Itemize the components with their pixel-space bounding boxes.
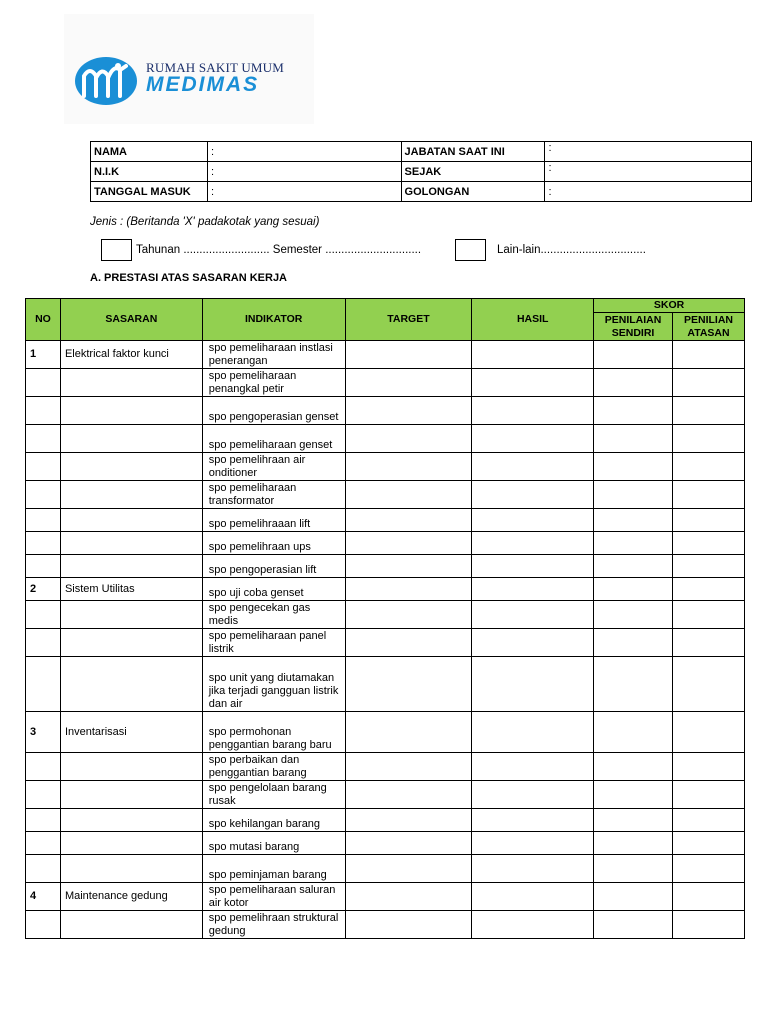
- row-hasil-cell[interactable]: [472, 712, 594, 753]
- table-row: [26, 369, 745, 397]
- row-indikator: spo pemeliharaan genset: [202, 425, 345, 453]
- row-penilian-atasan-cell[interactable]: [673, 578, 745, 601]
- row-indikator: spo pengoperasian genset: [202, 397, 345, 425]
- row-indikator: spo pengoperasian lift: [202, 555, 345, 578]
- row-indikator: spo pemeliharaan panel listrik: [202, 629, 345, 657]
- row-penilaian-sendiri-cell[interactable]: [594, 555, 673, 578]
- row-target-cell[interactable]: [345, 509, 472, 532]
- row-sasaran: Elektrical faktor kunci: [60, 341, 202, 369]
- row-sasaran: [60, 855, 202, 883]
- row-sasaran: [60, 453, 202, 481]
- row-hasil-cell[interactable]: [472, 629, 594, 657]
- table-row: [26, 341, 745, 369]
- table-row: [26, 629, 745, 657]
- table-row: [26, 911, 745, 939]
- row-penilian-atasan-cell[interactable]: [673, 712, 745, 753]
- row-target-cell[interactable]: [345, 601, 472, 629]
- row-target-cell[interactable]: [345, 555, 472, 578]
- row-hasil-cell[interactable]: [472, 911, 594, 939]
- employee-info-table: [90, 141, 752, 202]
- row-penilian-atasan-cell[interactable]: [673, 601, 745, 629]
- row-no: [26, 425, 61, 453]
- table-row: [26, 781, 745, 809]
- hospital-name-line1: RUMAH SAKIT UMUM: [146, 60, 285, 75]
- row-target-cell[interactable]: [345, 425, 472, 453]
- row-penilaian-sendiri-cell[interactable]: [594, 629, 673, 657]
- row-no: 3: [26, 712, 61, 753]
- row-sasaran: [60, 629, 202, 657]
- row-target-cell[interactable]: [345, 911, 472, 939]
- row-no: 2: [26, 578, 61, 601]
- table-row: [26, 481, 745, 509]
- header-sasaran: SASARAN: [60, 299, 202, 341]
- table-row: [26, 753, 745, 781]
- row-no: [26, 911, 61, 939]
- header-target: TARGET: [345, 299, 472, 341]
- row-indikator: spo pemelihraan air onditioner: [202, 453, 345, 481]
- row-hasil-cell[interactable]: [472, 855, 594, 883]
- row-sasaran: [60, 397, 202, 425]
- table-row: [26, 809, 745, 832]
- row-hasil-cell[interactable]: [472, 532, 594, 555]
- row-penilaian-sendiri-cell[interactable]: [594, 481, 673, 509]
- row-sasaran: [60, 753, 202, 781]
- row-penilaian-sendiri-cell[interactable]: [594, 753, 673, 781]
- row-sasaran: Inventarisasi: [60, 712, 202, 753]
- row-hasil-cell[interactable]: [472, 809, 594, 832]
- row-target-cell[interactable]: [345, 629, 472, 657]
- row-penilaian-sendiri-cell[interactable]: [594, 832, 673, 855]
- row-penilaian-sendiri-cell[interactable]: [594, 712, 673, 753]
- row-hasil-cell[interactable]: [472, 883, 594, 911]
- row-hasil-cell[interactable]: [472, 578, 594, 601]
- sejak-label: SEJAK: [401, 162, 545, 182]
- info-row: [91, 142, 752, 162]
- row-target-cell[interactable]: [345, 855, 472, 883]
- row-target-cell[interactable]: [345, 781, 472, 809]
- row-indikator: spo pengecekan gas medis: [202, 601, 345, 629]
- table-row: [26, 425, 745, 453]
- golongan-field[interactable]: :: [545, 182, 752, 202]
- row-indikator: spo pemeliharaan instlasi penerangan: [202, 341, 345, 369]
- row-target-cell[interactable]: [345, 532, 472, 555]
- tanggal-masuk-label: TANGGAL MASUK: [91, 182, 208, 202]
- row-penilian-atasan-cell[interactable]: [673, 532, 745, 555]
- row-sasaran: Maintenance gedung: [60, 883, 202, 911]
- row-penilaian-sendiri-cell[interactable]: [594, 883, 673, 911]
- row-penilaian-sendiri-cell[interactable]: [594, 855, 673, 883]
- row-target-cell[interactable]: [345, 832, 472, 855]
- row-target-cell[interactable]: [345, 481, 472, 509]
- medimas-logo-icon: [74, 56, 138, 106]
- row-sasaran: [60, 481, 202, 509]
- row-penilaian-sendiri-cell[interactable]: [594, 657, 673, 712]
- row-penilaian-sendiri-cell[interactable]: [594, 578, 673, 601]
- info-row: [91, 182, 752, 202]
- row-penilian-atasan-cell[interactable]: [673, 509, 745, 532]
- row-penilaian-sendiri-cell[interactable]: [594, 781, 673, 809]
- lain-lain-label: Lain-lain.................................: [497, 244, 646, 256]
- row-hasil-cell[interactable]: [472, 425, 594, 453]
- row-penilian-atasan-cell[interactable]: [673, 911, 745, 939]
- row-target-cell[interactable]: [345, 369, 472, 397]
- row-hasil-cell[interactable]: [472, 753, 594, 781]
- table-row: [26, 532, 745, 555]
- tahunan-semester-label: Tahunan ........................... Semester ..............................: [136, 244, 422, 256]
- table-row: [26, 601, 745, 629]
- header-hasil: HASIL: [472, 299, 594, 341]
- row-no: [26, 832, 61, 855]
- row-target-cell[interactable]: [345, 397, 472, 425]
- jabatan-field[interactable]: :: [545, 142, 752, 162]
- row-no: [26, 601, 61, 629]
- jenis-instruction: Jenis : (Beritanda 'X' padakotak yang sesuai): [90, 216, 320, 228]
- nik-field[interactable]: :: [207, 162, 401, 182]
- row-hasil-cell[interactable]: [472, 832, 594, 855]
- table-row: [26, 555, 745, 578]
- row-sasaran: [60, 911, 202, 939]
- row-target-cell[interactable]: [345, 712, 472, 753]
- table-row: [26, 883, 745, 911]
- table-row: [26, 397, 745, 425]
- row-no: [26, 657, 61, 712]
- row-target-cell[interactable]: [345, 753, 472, 781]
- row-sasaran: [60, 832, 202, 855]
- row-sasaran: [60, 601, 202, 629]
- row-indikator: spo pemeliharaan transformator: [202, 481, 345, 509]
- row-penilian-atasan-cell[interactable]: [673, 832, 745, 855]
- row-penilaian-sendiri-cell[interactable]: [594, 809, 673, 832]
- row-indikator: spo pemeliharaan saluran air kotor: [202, 883, 345, 911]
- row-sasaran: [60, 509, 202, 532]
- row-sasaran: [60, 555, 202, 578]
- row-penilian-atasan-cell[interactable]: [673, 397, 745, 425]
- hospital-name-line2: MEDIMAS: [146, 73, 260, 96]
- row-penilian-atasan-cell[interactable]: [673, 369, 745, 397]
- row-indikator: spo peminjaman barang: [202, 855, 345, 883]
- nama-field[interactable]: :: [207, 142, 401, 162]
- sejak-field[interactable]: :: [545, 162, 752, 182]
- row-target-cell[interactable]: [345, 809, 472, 832]
- row-indikator: spo unit yang diutamakan jika terjadi gangguan listrik dan air: [202, 657, 345, 712]
- row-penilian-atasan-cell[interactable]: [673, 425, 745, 453]
- row-penilaian-sendiri-cell[interactable]: [594, 601, 673, 629]
- tahunan-checkbox[interactable]: [101, 239, 132, 261]
- row-sasaran: [60, 809, 202, 832]
- row-indikator: spo mutasi barang: [202, 832, 345, 855]
- row-no: [26, 855, 61, 883]
- row-sasaran: [60, 369, 202, 397]
- lain-lain-checkbox[interactable]: [455, 239, 486, 261]
- row-hasil-cell[interactable]: [472, 397, 594, 425]
- row-no: [26, 781, 61, 809]
- nik-label: N.I.K: [91, 162, 208, 182]
- row-sasaran: Sistem Utilitas: [60, 578, 202, 601]
- table-row: [26, 453, 745, 481]
- table-row: [26, 509, 745, 532]
- row-hasil-cell[interactable]: [472, 657, 594, 712]
- row-indikator: spo perbaikan dan penggantian barang: [202, 753, 345, 781]
- row-penilaian-sendiri-cell[interactable]: [594, 397, 673, 425]
- row-indikator: spo pemelihraan ups: [202, 532, 345, 555]
- row-target-cell[interactable]: [345, 657, 472, 712]
- row-no: [26, 397, 61, 425]
- row-penilian-atasan-cell[interactable]: [673, 781, 745, 809]
- table-row: [26, 712, 745, 753]
- sasaran-kerja-table: [25, 298, 745, 939]
- row-hasil-cell[interactable]: [472, 453, 594, 481]
- row-no: [26, 809, 61, 832]
- row-penilian-atasan-cell[interactable]: [673, 753, 745, 781]
- header-no: NO: [26, 299, 61, 341]
- row-penilaian-sendiri-cell[interactable]: [594, 425, 673, 453]
- header-penilaian-sendiri: PENILAIAN SENDIRI: [594, 313, 673, 341]
- info-row: [91, 162, 752, 182]
- nama-label: NAMA: [91, 142, 208, 162]
- row-no: [26, 453, 61, 481]
- table-row: [26, 657, 745, 712]
- row-hasil-cell[interactable]: [472, 601, 594, 629]
- row-indikator: spo permohonan penggantian barang baru: [202, 712, 345, 753]
- row-target-cell[interactable]: [345, 341, 472, 369]
- row-indikator: spo kehilangan barang: [202, 809, 345, 832]
- tanggal-masuk-field[interactable]: :: [207, 182, 401, 202]
- row-hasil-cell[interactable]: [472, 369, 594, 397]
- row-indikator: spo pemelihraan struktural gedung: [202, 911, 345, 939]
- row-no: [26, 481, 61, 509]
- row-penilaian-sendiri-cell[interactable]: [594, 911, 673, 939]
- header-skor: SKOR: [594, 299, 745, 313]
- row-hasil-cell[interactable]: [472, 341, 594, 369]
- row-target-cell[interactable]: [345, 578, 472, 601]
- row-penilian-atasan-cell[interactable]: [673, 809, 745, 832]
- table-body: [26, 341, 745, 939]
- row-sasaran: [60, 425, 202, 453]
- row-hasil-cell[interactable]: [472, 481, 594, 509]
- row-indikator: spo pemeliharaan penangkal petir: [202, 369, 345, 397]
- row-penilaian-sendiri-cell[interactable]: [594, 453, 673, 481]
- row-no: [26, 369, 61, 397]
- row-penilian-atasan-cell[interactable]: [673, 481, 745, 509]
- row-penilian-atasan-cell[interactable]: [673, 629, 745, 657]
- row-no: [26, 555, 61, 578]
- golongan-label: GOLONGAN: [401, 182, 545, 202]
- section-a-title: A. PRESTASI ATAS SASARAN KERJA: [90, 272, 288, 284]
- row-no: [26, 509, 61, 532]
- row-penilian-atasan-cell[interactable]: [673, 555, 745, 578]
- row-sasaran: [60, 532, 202, 555]
- row-indikator: spo pengelolaan barang rusak: [202, 781, 345, 809]
- row-hasil-cell[interactable]: [472, 555, 594, 578]
- table-row: [26, 855, 745, 883]
- row-sasaran: [60, 781, 202, 809]
- jabatan-label: JABATAN SAAT INI: [401, 142, 545, 162]
- row-penilian-atasan-cell[interactable]: [673, 453, 745, 481]
- row-no: [26, 753, 61, 781]
- row-no: [26, 629, 61, 657]
- row-penilian-atasan-cell[interactable]: [673, 341, 745, 369]
- table-row: [26, 578, 745, 601]
- row-target-cell[interactable]: [345, 883, 472, 911]
- header-indikator: INDIKATOR: [202, 299, 345, 341]
- row-sasaran: [60, 657, 202, 712]
- row-indikator: spo pemelihraaan lift: [202, 509, 345, 532]
- row-penilian-atasan-cell[interactable]: [673, 657, 745, 712]
- row-hasil-cell[interactable]: [472, 781, 594, 809]
- row-penilaian-sendiri-cell[interactable]: [594, 509, 673, 532]
- row-no: [26, 532, 61, 555]
- row-penilaian-sendiri-cell[interactable]: [594, 341, 673, 369]
- row-penilian-atasan-cell[interactable]: [673, 855, 745, 883]
- table-row: [26, 832, 745, 855]
- row-penilaian-sendiri-cell[interactable]: [594, 532, 673, 555]
- row-target-cell[interactable]: [345, 453, 472, 481]
- row-no: 1: [26, 341, 61, 369]
- row-indikator: spo uji coba genset: [202, 578, 345, 601]
- header-penilian-atasan: PENILIAN ATASAN: [673, 313, 745, 341]
- row-no: 4: [26, 883, 61, 911]
- row-hasil-cell[interactable]: [472, 509, 594, 532]
- row-penilaian-sendiri-cell[interactable]: [594, 369, 673, 397]
- row-penilian-atasan-cell[interactable]: [673, 883, 745, 911]
